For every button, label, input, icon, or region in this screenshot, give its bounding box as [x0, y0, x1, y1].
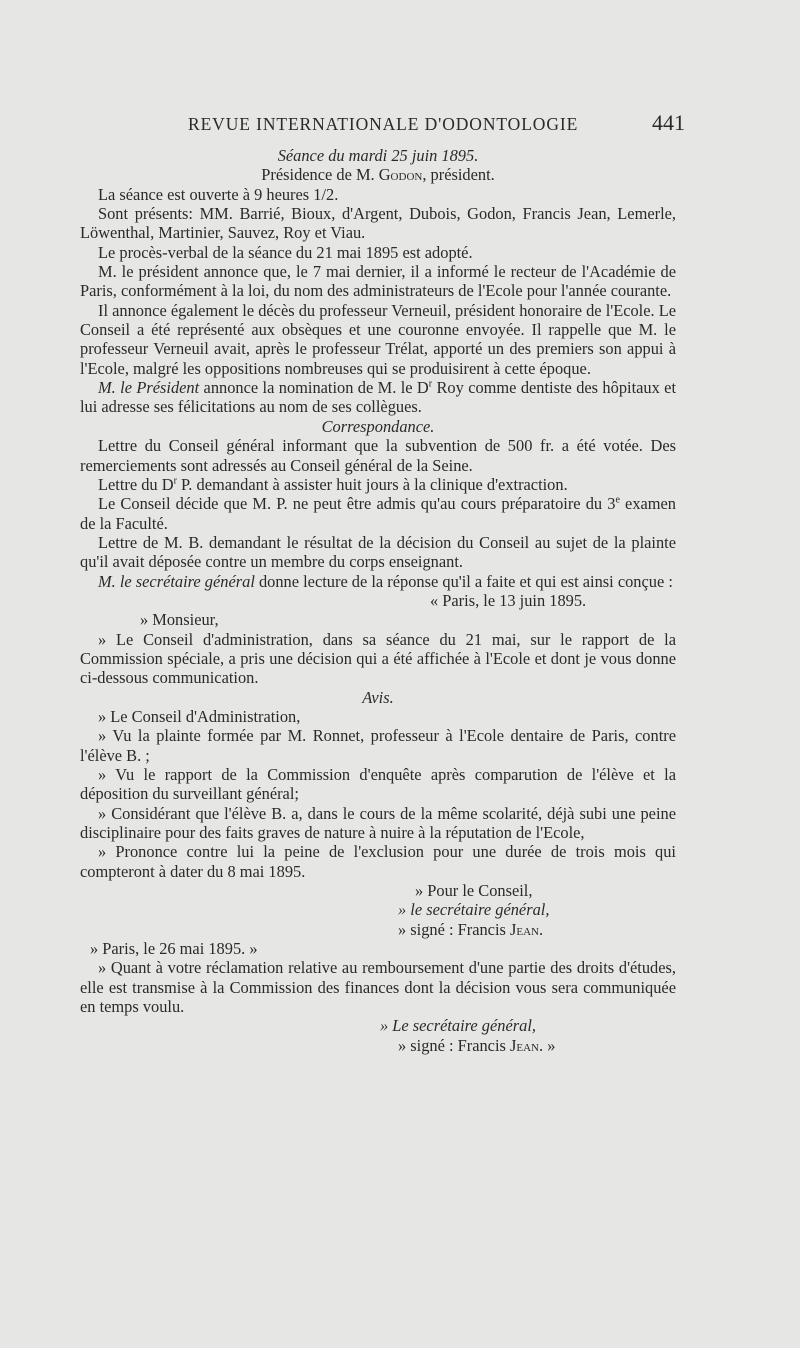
paragraph-letter-m-b: Lettre de M. B. demandant le résultat de la décision du Conseil au sujet de la plainte qu'il avait déposée contre un membre du corps enseignant. [80, 532, 676, 572]
paragraph-nomination: M. le Président annonce la nomination de M. le $D^r$ Roy comme dentiste des hôpitaux et lui adresse ses félicitations au nom de ses collègues. [80, 378, 676, 417]
paragraph-minutes: Le procès-verbal de la séance du 21 mai 1895 est adopté. [98, 242, 473, 262]
paragraph-opening: La séance est ouverte à 9 heures 1/2. [98, 184, 339, 204]
paragraph-prononce: » Prononce contre lui la peine de l'exclusion pour une durée de trois mois qui compteront à dater du 8 mai 1895. [80, 842, 676, 881]
paragraph-attendees: Sont présents: MM. Barrié, Bioux, d'Argent, Dubois, Godon, Francis Jean, Lemerle, Löwenthal, Martinier, Sauvez, Roy et Viau. [80, 204, 676, 243]
page-number: 441 [652, 110, 685, 135]
letter-salutation: » Monsieur, [140, 610, 219, 630]
signature-signe-2: » signé : Francis Jean. » [398, 1035, 556, 1055]
paragraph-president-announcement: M. le président annonce que, le 7 mai dernier, il a informé le recteur de l'Académie de Paris, conformément à la loi, du nom des administrateurs de l'Ecole pour l'année courante. [80, 262, 676, 301]
section-heading-avis: Avis. [362, 687, 394, 707]
paragraph-plainte: » Vu la plainte formée par M. Ronnet, professeur à l'Ecole dentaire de Paris, contre l'élève B. ; [80, 726, 676, 765]
seance-title: Séance du mardi 25 juin 1895. [277, 146, 479, 165]
running-title: REVUE INTERNATIONALE D'ODONTOLOGIE [188, 114, 579, 134]
signature-secretaire-2: » Le secrétaire général, [380, 1016, 536, 1036]
paragraph-subvention: Lettre du Conseil général informant que la subvention de 500 fr. a été votée. Des remerciements sont adressés au Conseil général de la Seine. [80, 436, 676, 475]
paragraph-conseil-decision: Le Conseil décide que M. P. ne peut être admis qu'au cours préparatoire du 3e examen de la Faculté. [80, 494, 677, 533]
page-body [80, 146, 676, 1055]
letter-date: « Paris, le 13 juin 1895. [430, 590, 587, 610]
paragraph-rapport: » Vu le rapport de la Commission d'enquête après comparution de l'élève et la déposition du surveillant général; [80, 765, 676, 804]
signature-signe-1: » signé : Francis Jean. [398, 919, 544, 939]
paragraph-reclamation: » Quant à votre réclamation relative au remboursement d'une partie des droits d'études, elle est transmise à la Commission des finances dont la décision vous sera communiquée en temps voulu. [80, 958, 676, 1017]
paragraph-letter-dr-p: Lettre du $D^r$ P. demandant à assister huit jours à la clinique d'extraction. [98, 474, 568, 494]
paragraph-conseil-admin: » Le Conseil d'Administration, [98, 706, 301, 726]
paragraph-secretary-reads: M. le secrétaire général donne lecture de la réponse qu'il a faite et qui est ainsi conçue : [98, 571, 673, 591]
signature-secretaire-1: » le secrétaire général, [398, 900, 550, 920]
section-heading-correspondance: Correspondance. [321, 416, 435, 436]
paragraph-verneuil: Il annonce également le décès du professeur Verneuil, président honoraire de l'Ecole. Le Conseil a été représenté aux obsèques et une couronne envoyée. Il rappelle que M. le professeur Verneuil avait, après le professeur Trélat, apporté un des premiers son appui à l'Ecole, malgré les oppositions nombreuses qui se produisirent à cette époque. [80, 300, 676, 378]
page-header [0, 110, 800, 144]
presidence-line: Présidence de M. Godon, président. [261, 165, 495, 185]
paragraph-considerant: » Considérant que l'élève B. a, dans le cours de la même scolarité, déjà subi une peine disciplinaire pour des faits graves de nature à nuire à la réputation de l'Ecole, [80, 803, 676, 843]
date-paris-26-mai: » Paris, le 26 mai 1895. » [90, 939, 258, 959]
paragraph-administration: » Le Conseil d'administration, dans sa séance du 21 mai, sur le rapport de la Commission spéciale, a pris une décision qui a été affichée à l'Ecole et dont je vous donne ci-dessous communication. [80, 629, 676, 688]
signature-pour-conseil: » Pour le Conseil, [415, 881, 533, 901]
